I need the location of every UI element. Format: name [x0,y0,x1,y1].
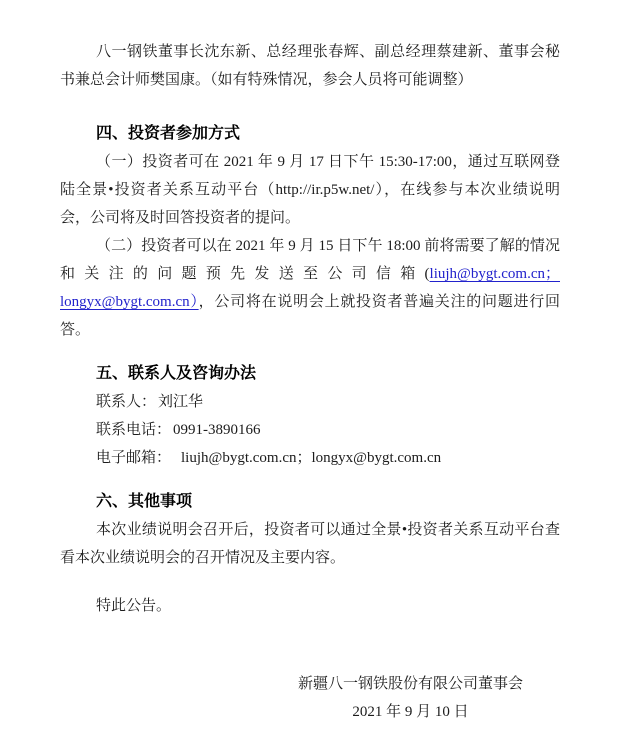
section-heading-contact: 五、联系人及咨询办法 [96,365,257,382]
contact-person-label: 联系人： [96,394,157,410]
participation-paragraph-2 [60,232,560,344]
company-mailbox-link[interactable]: liujh@bygt.com.cn；longyx@bygt.com.cn） [60,266,560,310]
contact-phone-label: 联系电话： [96,422,172,438]
contact-email-row [60,444,560,472]
contact-phone-row [60,416,560,444]
participation-paragraph-2-suffix: ，公司将在说明会上就投资者普遍关注的问题进行回答。 [60,294,560,338]
contact-phone-value: 0991-3890166 [173,422,261,438]
participation-paragraph-2-prefix: （二）投资者可以在 2021 年 9 月 15 日下午 18:00 前将需要了解的情况和关注的问题预先发送至公司信箱( [60,238,560,282]
signature-date: 2021 年 9 月 10 日 [352,704,469,720]
section-heading-participation: 四、投资者参加方式 [96,125,241,142]
section-heading-other: 六、其他事项 [96,493,193,510]
closing-statement: 特此公告。 [96,598,172,614]
signature-block [298,670,523,726]
intro-paragraph: 八一钢铁董事长沈东新、总经理张春辉、副总经理蔡建新、董事会秘书兼总会计师樊国康。（如有特殊情况，参会人员将可能调整） [60,44,560,88]
participation-paragraph-1: （一）投资者可在 2021 年 9 月 17 日下午 15:30-17:00，通过互联网登陆全景•投资者关系互动平台（http://ir.p5w.net/），在线参与本次业绩说明会，公司将及时回答投资者的提问。 [60,154,560,226]
signature-company: 新疆八一钢铁股份有限公司董事会 [297,676,523,692]
contact-email-label: 电子邮箱： [96,450,172,466]
contact-email-value: liujh@bygt.com.cn；longyx@bygt.com.cn [181,450,442,466]
contact-person-value: 刘江华 [158,394,204,410]
contact-person-row [60,388,560,416]
other-matters-paragraph: 本次业绩说明会召开后，投资者可以通过全景•投资者关系互动平台查看本次业绩说明会的召开情况及主要内容。 [60,522,560,566]
